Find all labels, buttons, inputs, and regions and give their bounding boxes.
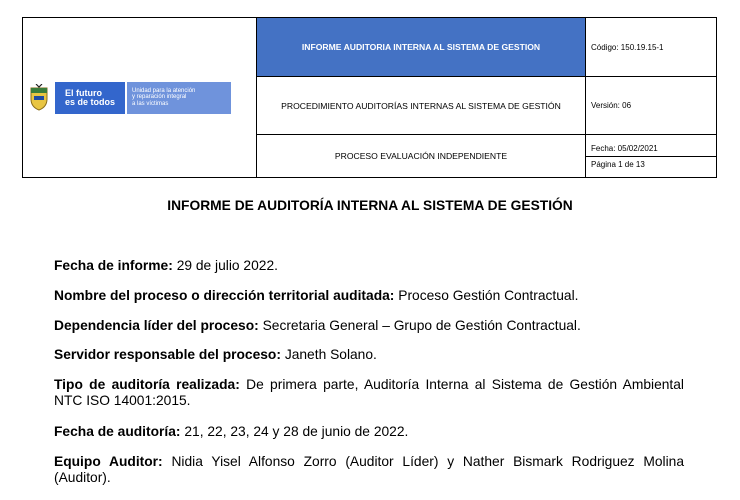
field-audit-team: [54, 454, 684, 486]
coat-of-arms-icon: [27, 82, 51, 114]
field-value: Nidia Yisel Alfonso Zorro (Auditor Líder) y Nather Bismark Rodriguez Molina (Auditor).: [54, 454, 684, 485]
unit-line-2: y reparación integral: [132, 94, 187, 101]
field-audit-type: [54, 377, 684, 409]
date-value: Fecha: 05/02/2021: [586, 140, 716, 157]
field-value: De primera parte, Auditoría Interna al Sistema de Gestión Ambiental NTC ISO 14001:2015.: [54, 377, 684, 408]
document-header-table: [22, 17, 717, 178]
field-label: Fecha de auditoría:: [54, 424, 181, 439]
unit-name: [127, 82, 231, 114]
process-cell: PROCESO EVALUACIÓN INDEPENDIENTE: [257, 135, 586, 178]
unit-line-1: Unidad para la atención: [132, 88, 196, 95]
field-value: 21, 22, 23, 24 y 28 de junio de 2022.: [184, 424, 409, 439]
field-label: Nombre del proceso o dirección territorial auditada:: [54, 288, 395, 303]
institution-logo: [23, 80, 256, 116]
brand-line-1: El futuro: [65, 87, 102, 98]
procedure-cell: PROCEDIMIENTO AUDITORÍAS INTERNAS AL SISTEMA DE GESTIÓN: [257, 77, 586, 135]
field-label: Dependencia líder del proceso:: [54, 318, 259, 333]
brand-line-2: es de todos: [65, 96, 116, 107]
field-report-date: [54, 258, 684, 274]
field-value: Secretaria General – Grupo de Gestión Contractual.: [262, 318, 581, 333]
version-cell: Versión: 06: [586, 77, 717, 135]
field-audited-process: [54, 288, 684, 304]
field-label: Tipo de auditoría realizada:: [54, 377, 240, 392]
logo-cell: [23, 18, 257, 178]
field-audit-date: [54, 424, 684, 440]
field-label: Servidor responsable del proceso:: [54, 347, 281, 362]
field-responsible-officer: [54, 347, 684, 363]
date-page-cell: [586, 135, 717, 178]
field-value: Janeth Solano.: [284, 347, 377, 362]
field-lead-dependency: [54, 318, 684, 334]
document-title: INFORME DE AUDITORÍA INTERNA AL SISTEMA DE GESTIÓN: [167, 198, 573, 213]
field-label: Fecha de informe:: [54, 258, 173, 273]
field-value: Proceso Gestión Contractual.: [398, 288, 579, 303]
brand-slogan: [55, 82, 125, 114]
code-cell: Código: 150.19.15-1: [586, 18, 717, 77]
page-number: Página 1 de 13: [591, 160, 645, 169]
field-value: 29 de julio 2022.: [176, 258, 278, 273]
field-label: Equipo Auditor:: [54, 454, 163, 469]
report-title-cell: INFORME AUDITORIA INTERNA AL SISTEMA DE GESTION: [257, 18, 586, 77]
unit-line-3: a las víctimas: [132, 100, 169, 107]
